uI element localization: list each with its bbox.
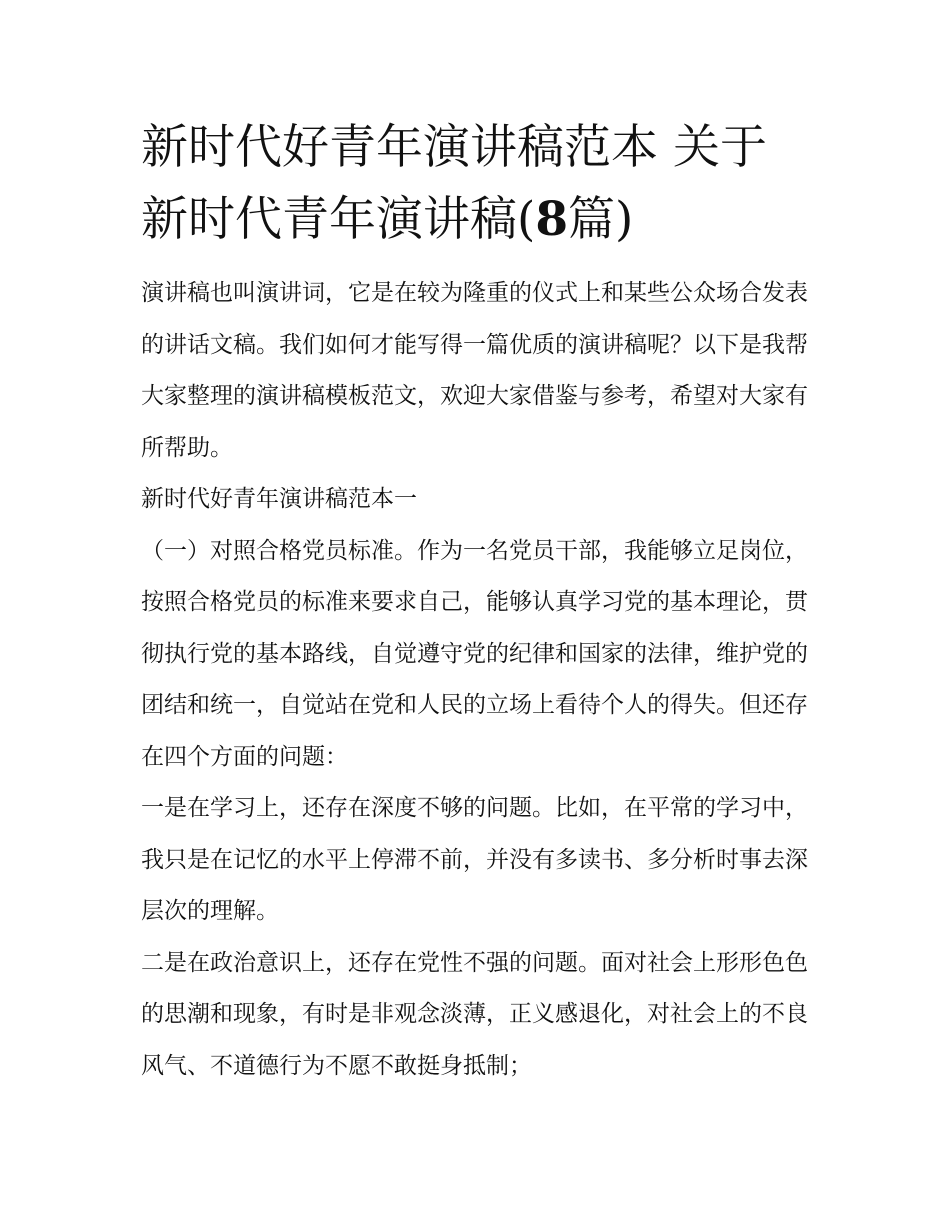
document-body [141,112,813,1092]
document-title [141,112,813,256]
body-paragraph-study: 一是在学习上，还存在深度不够的问题。比如，在平常的学习中，我只是在记忆的水平上停滞不前，并没有多读书、多分析时事去深层次的理解。 [141,795,808,924]
body-paragraph-political: 二是在政治意识上，还存在党性不强的问题。面对社会上形形色色的思潮和现象，有时是非观念淡薄，正义感退化，对社会上的不良风气、不道德行为不愿不敢挺身抵制； [141,949,808,1079]
title-text-part1: 新时代好青年演讲稿范本 关于新时代青年演讲稿( [141,120,767,247]
body-paragraph-standard: （一）对照合格党员标准。作为一名党员干部，我能够立足岗位，按照合格党员的标准来要求自己，能够认真学习党的基本理论，贯彻执行党的基本路线，自觉遵守党的纪律和国家的法律，维护党的团结和统一，自觉站在党和人民的立场上看待个人的得失。但还存在四个方面的问题： [141,537,808,770]
title-text-part2: 篇) [568,192,634,247]
title-number: 8 [535,192,569,247]
intro-paragraph: 演讲稿也叫演讲词，它是在较为隆重的仪式上和某些公众场合发表的讲话文稿。我们如何才能写得一篇优质的演讲稿呢？以下是我帮大家整理的演讲稿模板范文，欢迎大家借鉴与参考，希望对大家有所帮助。 [141,280,808,461]
section-heading: 新时代好青年演讲稿范本一 [141,486,417,512]
